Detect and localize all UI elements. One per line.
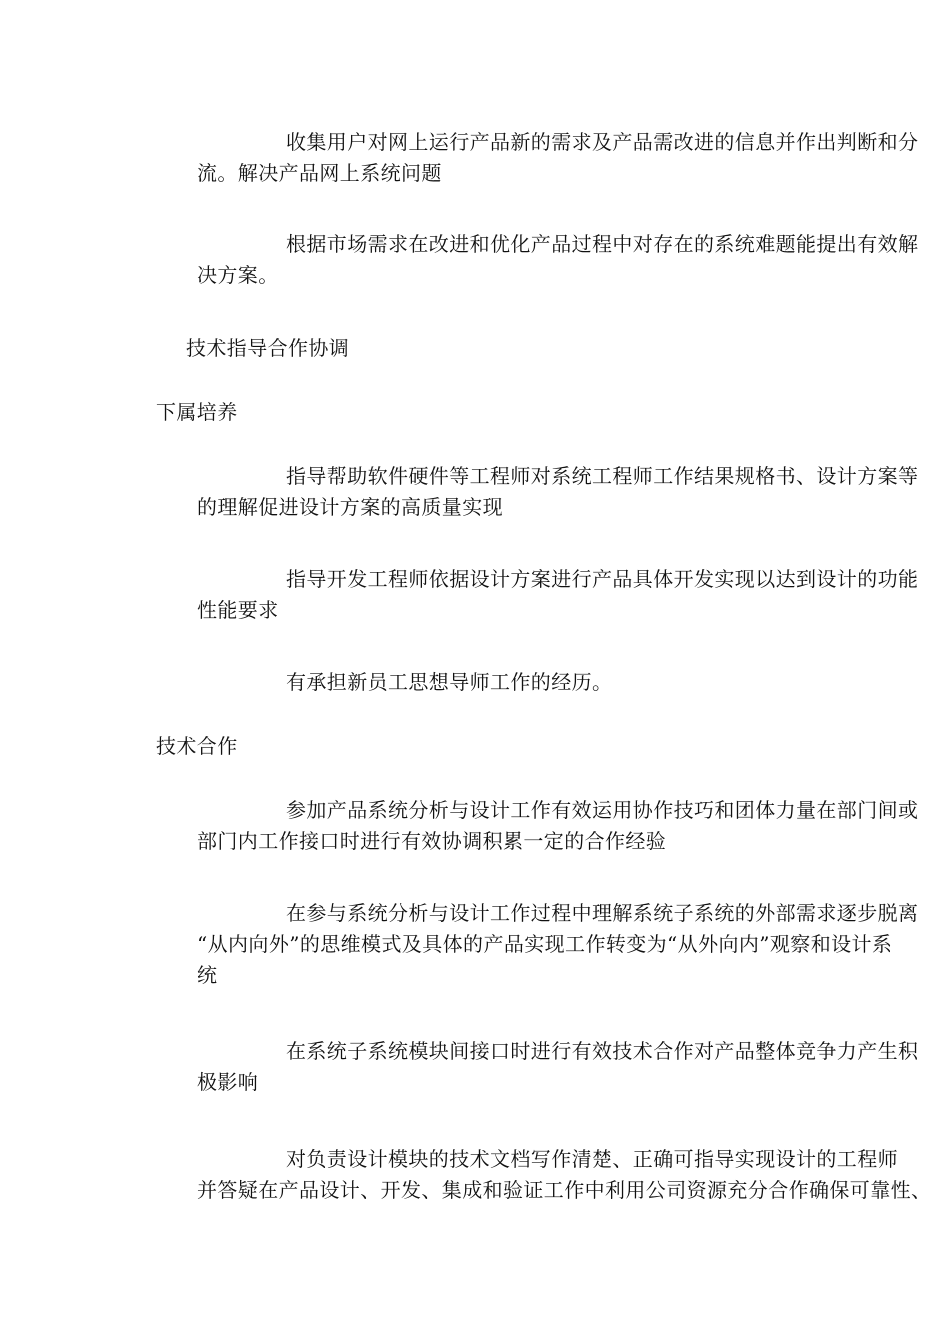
paragraph-line: 对负责设计模块的技术文档写作清楚、正确可指导实现设计的工程师 [286, 1147, 898, 1171]
paragraph-line: “从内向外”的思维模式及具体的产品实现工作转变为“从外向内”观察和设计系 [197, 932, 893, 956]
section-heading-technical-cooperation: 技术合作 [156, 734, 238, 758]
paragraph-mentor-experience [108, 667, 838, 698]
paragraph-line: 参加产品系统分析与设计工作有效运用协作技巧和团体力量在部门间或 [286, 798, 919, 822]
section-heading-subordinate-training: 下属培养 [156, 400, 238, 424]
paragraph-line: 有承担新员工思想导师工作的经历。 [286, 670, 613, 694]
paragraph-solution-proposal [108, 229, 919, 291]
paragraph-line: 收集用户对网上运行产品新的需求及产品需改进的信息并作出判断和分 [286, 130, 919, 154]
paragraph-line: 部门内工作接口时进行有效协调积累一定的合作经验 [197, 829, 667, 853]
paragraph-line: 指导帮助软件硬件等工程师对系统工程师工作结果规格书、设计方案等 [286, 464, 919, 488]
paragraph-line: 统 [197, 963, 218, 987]
paragraph-line: 决方案。 [197, 263, 279, 287]
paragraph-line: 的理解促进设计方案的高质量实现 [197, 495, 503, 519]
paragraph-module-interface-cooperation [108, 1036, 919, 1098]
paragraph-technical-documentation [108, 1144, 932, 1206]
paragraph-line: 性能要求 [197, 598, 279, 622]
paragraph-line: 极影响 [197, 1070, 259, 1094]
paragraph-guide-engineers [108, 461, 919, 523]
paragraph-guide-developers [108, 564, 919, 626]
paragraph-line: 并答疑在产品设计、开发、集成和验证工作中利用公司资源充分合作确保可靠性、 [197, 1178, 932, 1202]
section-heading-technical-guidance: 技术指导合作协调 [186, 336, 350, 360]
paragraph-line: 在系统子系统模块间接口时进行有效技术合作对产品整体竞争力产生积 [286, 1039, 919, 1063]
paragraph-requirements-collection [108, 127, 919, 189]
paragraph-outside-in-thinking [108, 898, 919, 991]
paragraph-line: 在参与系统分析与设计工作过程中理解系统子系统的外部需求逐步脱离 [286, 901, 919, 925]
paragraph-line: 指导开发工程师依据设计方案进行产品具体开发实现以达到设计的功能 [286, 567, 919, 591]
paragraph-system-analysis-cooperation [108, 795, 919, 857]
paragraph-line: 流。解决产品网上系统问题 [197, 161, 442, 185]
paragraph-line: 根据市场需求在改进和优化产品过程中对存在的系统难题能提出有效解 [286, 232, 919, 256]
